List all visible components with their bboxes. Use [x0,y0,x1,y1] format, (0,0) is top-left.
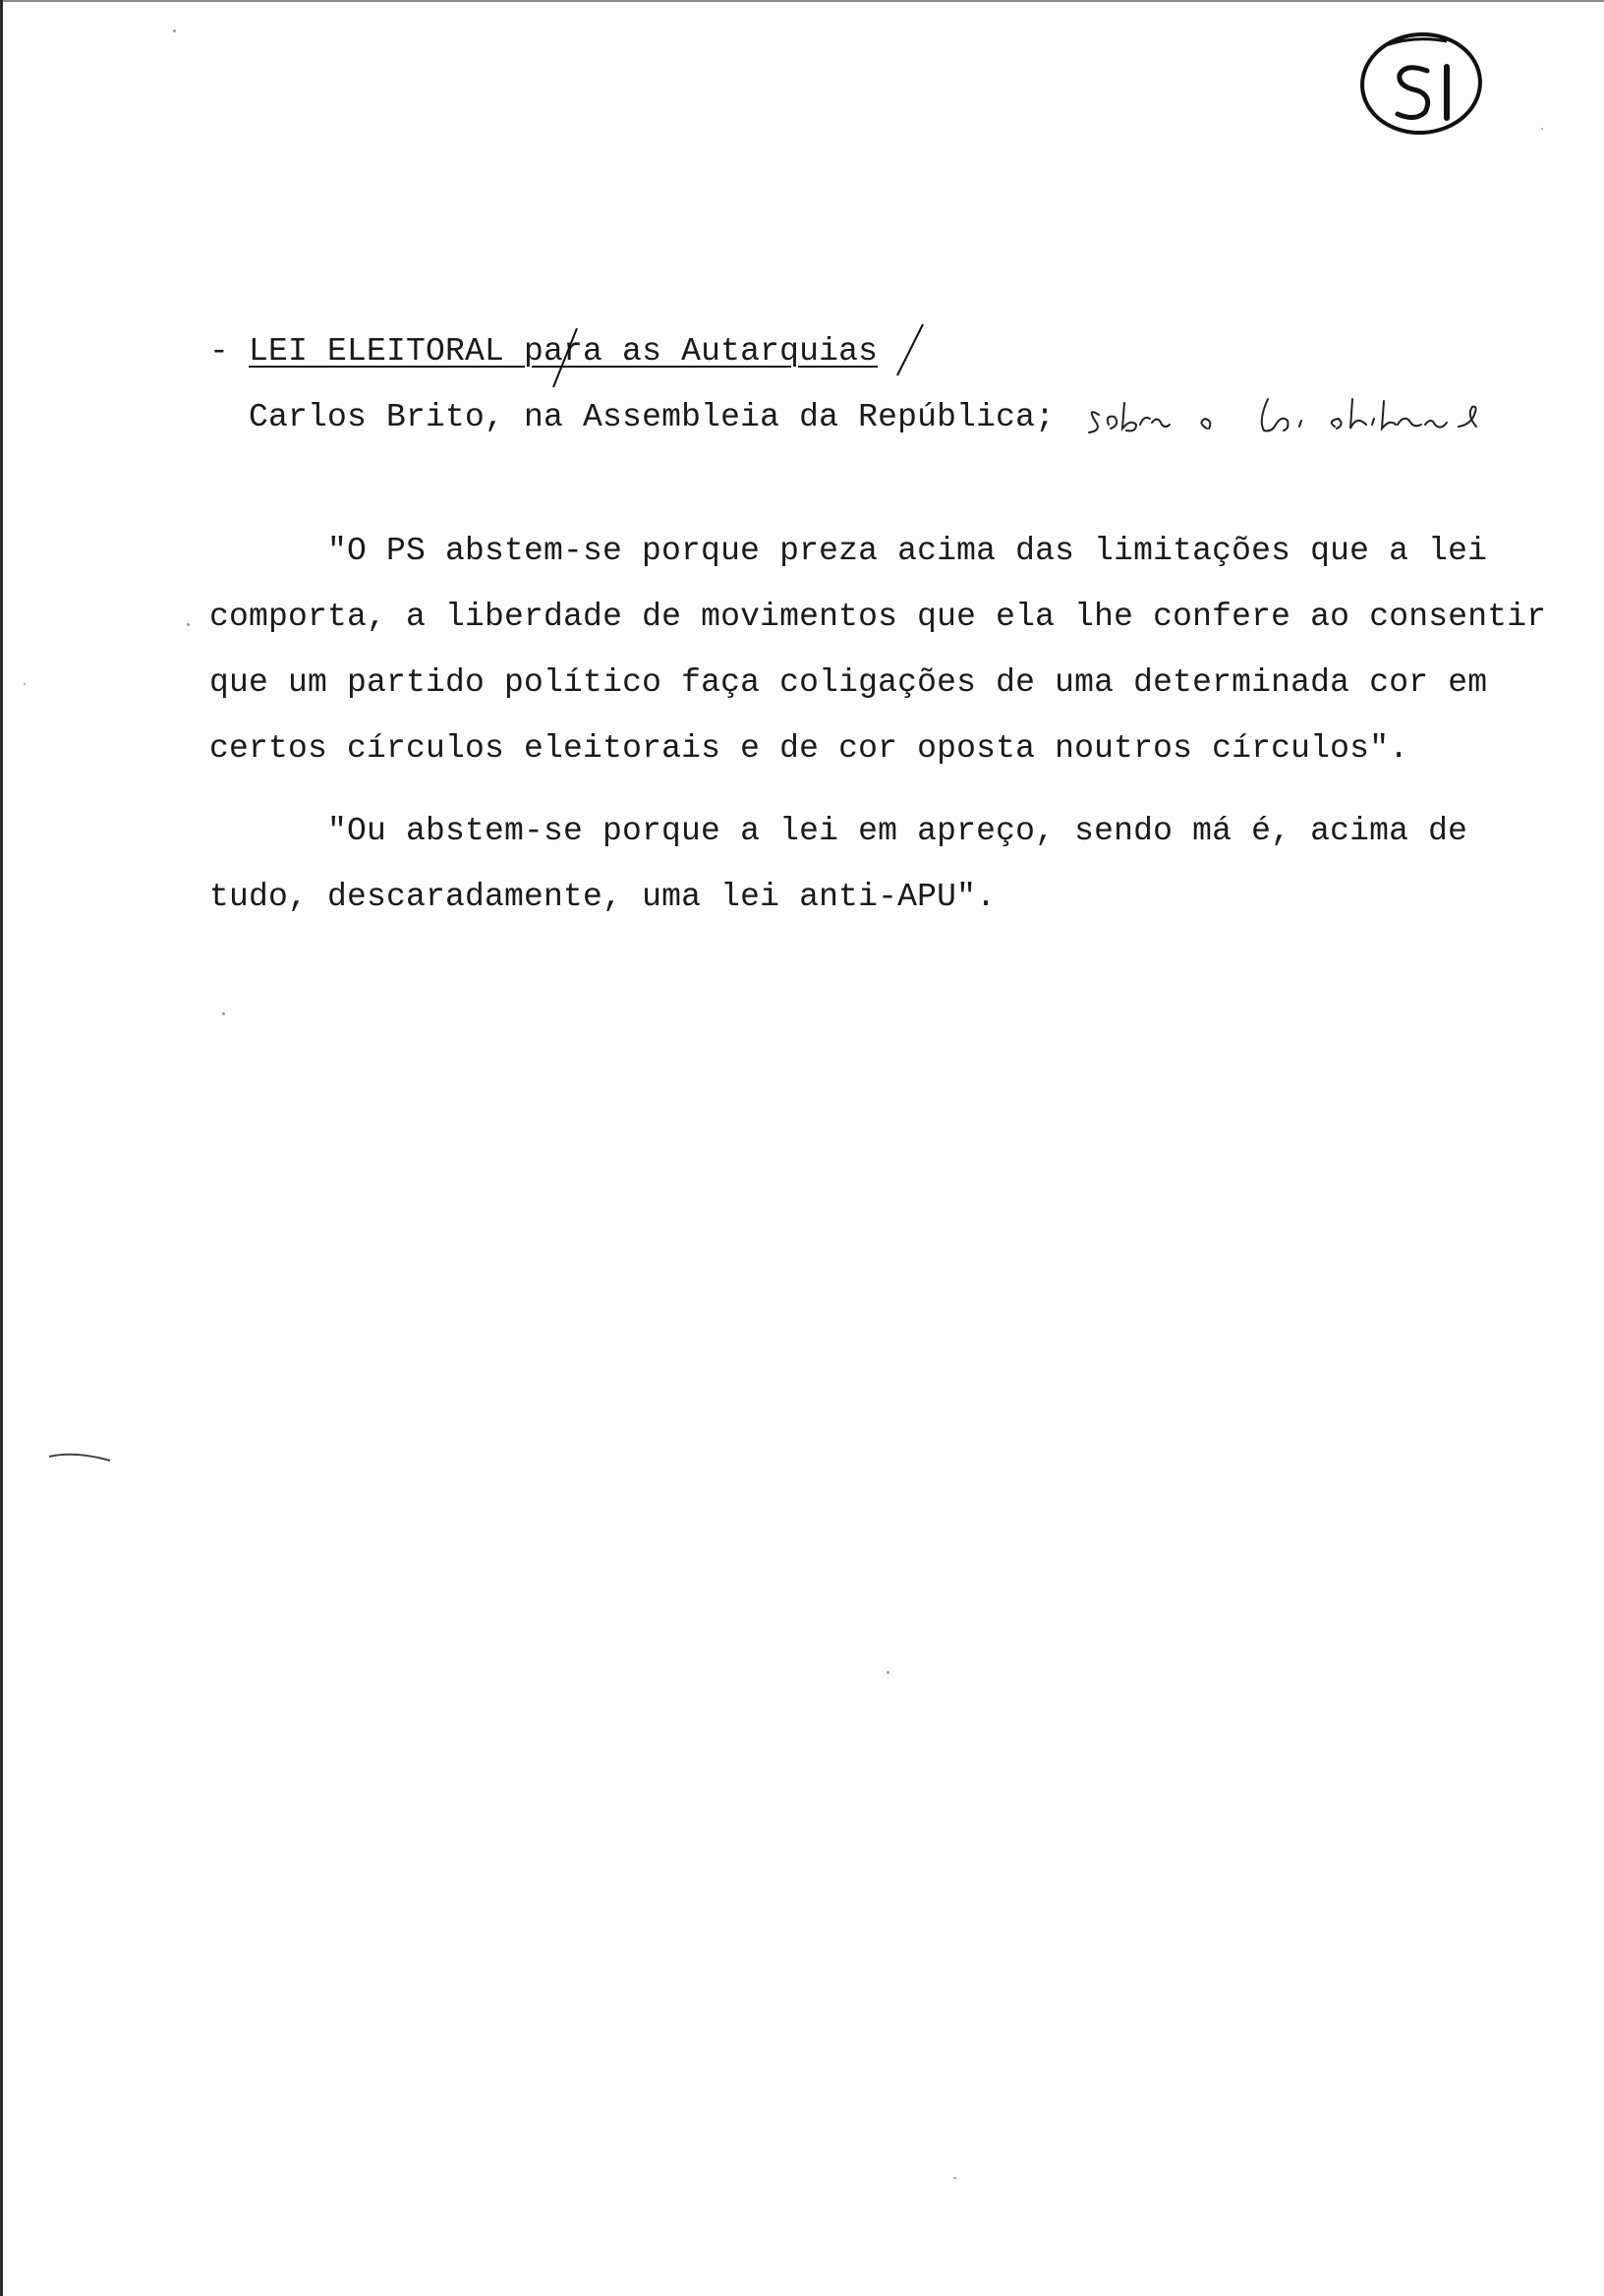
scan-speck [187,623,190,626]
paragraph-1-line-3: que um partido político faça coligações de uma determinada cor em [209,664,1488,701]
page-top-edge [0,0,1604,2]
paragraph-2-line-1: "Ou abstem-se porque a lei em apreço, sendo má é, acima de [327,813,1468,849]
paragraph-1-line-1: "O PS abstem-se porque preza acima das limitações que a lei [327,533,1488,569]
paragraph-2-line-2: tudo, descaradamente, uma lei anti-APU". [209,879,997,915]
scan-speck [222,1012,225,1015]
scan-speck [24,683,26,685]
circled-page-number [1356,28,1484,136]
scan-stroke-mark [45,1449,114,1464]
speaker-line: Carlos Brito, na Assembleia da República; [249,399,1056,435]
handwritten-annotation [1081,385,1533,444]
heading-dash: - [209,333,230,370]
heading-title: LEI ELEITORAL para as Autarquias [249,333,879,370]
handwritten-slash-mark-end [889,320,929,379]
paragraph-1-line-2: comporta, a liberdade de movimentos que ela lhe confere ao consentir [209,599,1547,635]
handwritten-slash-mark [545,324,585,393]
scan-speck [173,29,176,32]
page-left-edge [0,0,3,2296]
paragraph-1-line-4: certos círculos eleitorais e de cor oposta noutros círculos". [209,730,1409,767]
scan-speck [887,1671,889,1674]
scan-speck [1541,128,1543,130]
scan-speck [953,2177,956,2179]
